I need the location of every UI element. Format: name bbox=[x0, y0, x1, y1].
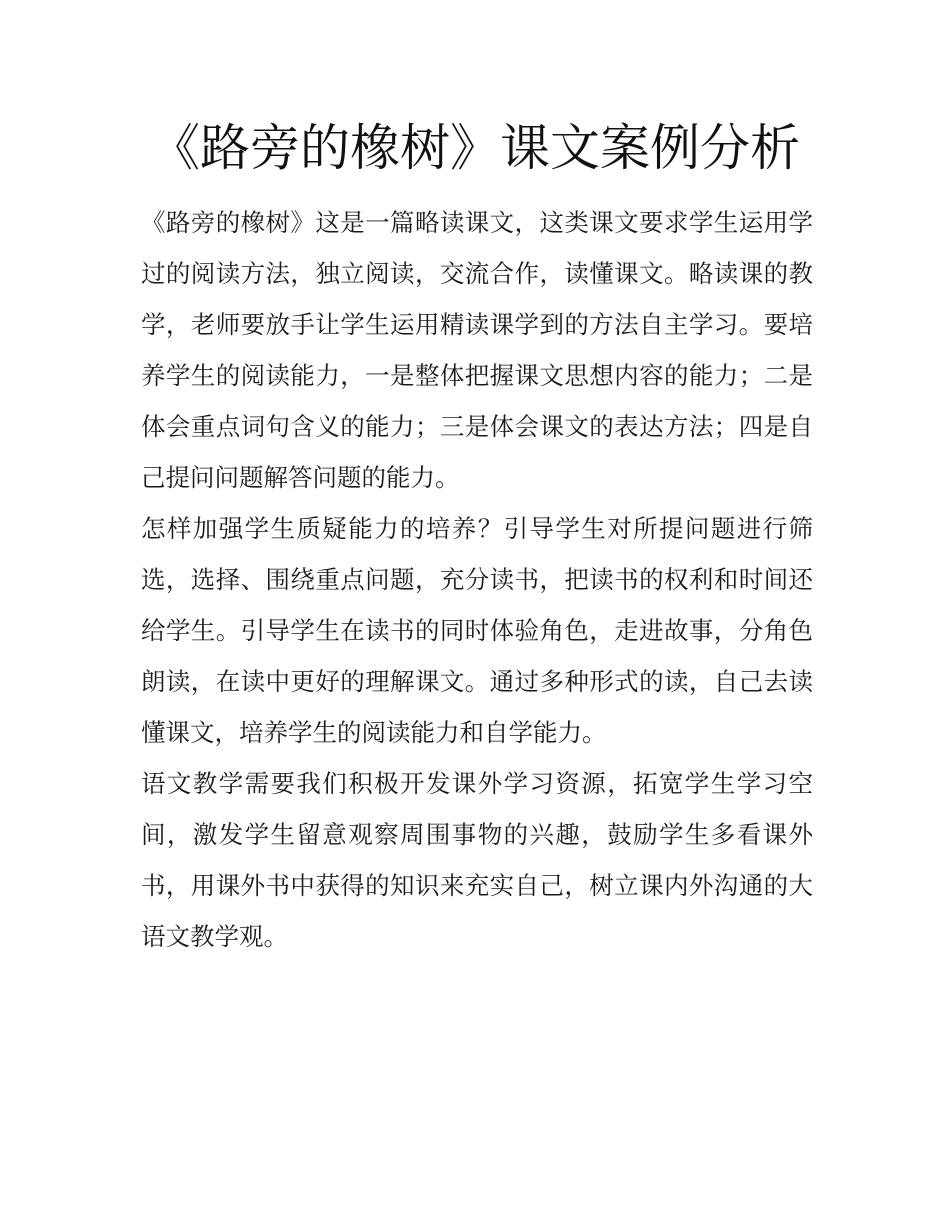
paragraph-3: 语文教学需要我们积极开发课外学习资源，拓宽学生学习空间，激发学生留意观察周围事物的兴趣，鼓励学生多看课外书，用课外书中获得的知识来充实自己，树立课内外沟通的大语文教学观。 bbox=[141, 769, 813, 951]
paragraph-1: 《路旁的橡树》这是一篇略读课文，这类课文要求学生运用学过的阅读方法，独立阅读，交流合作，读懂课文。略读课的教学，老师要放手让学生运用精读课学到的方法自主学习。要培养学生的阅读能力，一是整体把握课文思想内容的能力；二是体会重点词句含义的能力；三是体会课文的表达方法；四是自己提问问题解答问题的能力。 bbox=[141, 208, 813, 492]
paragraph-2: 怎样加强学生质疑能力的培养？引导学生对所提问题进行筛选，选择、围绕重点问题，充分读书，把读书的权利和时间还给学生。引导学生在读书的同时体验角色，走进故事，分角色朗读，在读中更好的理解课文。通过多种形式的读，自己去读懂课文，培养学生的阅读能力和自学能力。 bbox=[141, 514, 813, 747]
document-body bbox=[141, 197, 813, 962]
document-title: 《路旁的橡树》课文案例分析 bbox=[150, 119, 800, 177]
